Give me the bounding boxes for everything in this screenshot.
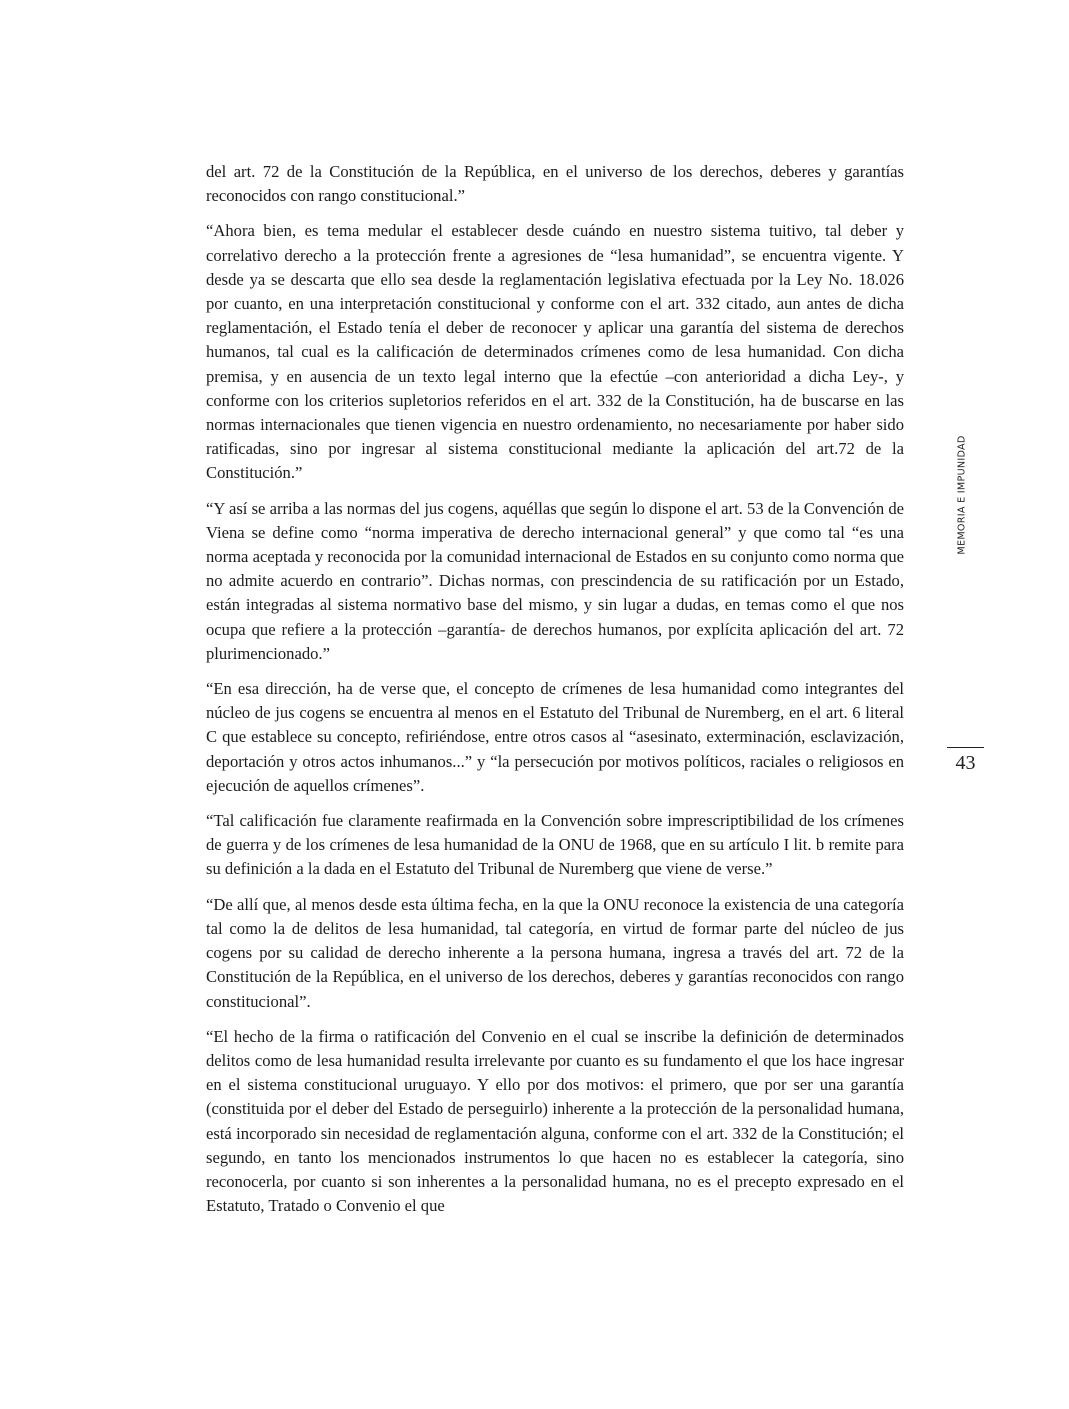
paragraph: “El hecho de la firma o ratificación del Convenio en el cual se inscribe la definición de determinados delitos como de lesa humanidad resulta irrelevante por cuanto es su fundamento el que los hace ingresar en el sistema constitucional uruguayo. Y ello por dos motivos: el primero, que por ser una garantía (constituida por el deber del Estado de perseguirlo) inherente a la protección de la personalidad humana, está incorporado sin necesidad de reglamentación alguna, conforme con el art. 332 de la Constitución; el segundo, en tanto los mencionados instrumentos lo que hacen no es establecer la categoría, sino reconocerla, por cuanto si son inherentes a la personalidad humana, no es el precepto expresado en el Estatuto, Tratado o Convenio el que <box>206 1026 904 1216</box>
running-head <box>952 420 972 570</box>
running-head-text: MEMORIA E IMPUNIDAD <box>956 435 968 555</box>
paragraph: del art. 72 de la Constitución de la República, en el universo de los derechos, deberes y garantías reconocidos con rango constitucional.” <box>206 162 904 206</box>
page-number: 43 <box>955 752 976 774</box>
paragraph: “Tal calificación fue claramente reafirmada en la Convención sobre imprescriptibilidad de los crímenes de guerra y de los crímenes de lesa humanidad de la ONU de 1968, que en su artículo I lit. b remite para su definición a la dada en el Estatuto del Tribunal de Nuremberg que viene de verse.” <box>206 811 904 879</box>
paragraph: “Ahora bien, es tema medular el establecer desde cuándo en nuestro sistema tuitivo, tal deber y correlativo derecho a la protección frente a agresiones de “lesa humanidad”, se encuentra vigente. Y desde ya se descarta que ello sea desde la reglamentación legislativa efectuada por la Ley No. 18.026 por cuanto, en una interpretación constitucional y conforme con el art. 332 citado, aun antes de dicha reglamentación, el Estado tenía el deber de reconocer y aplicar una garantía del sistema de derechos humanos, tal cual es la calificación de determinados crímenes como de lesa humanidad. Con dicha premisa, y en ausencia de un texto legal interno que la efectúe –con anterioridad a dicha Ley-, y conforme con los criterios supletorios referidos en el art. 332 de la Constitución, ha de buscarse en las normas internacionales que tienen vigencia en nuestro ordenamiento, no necesariamente por haber sido ratificadas, sino por ingresar al sistema constitucional mediante la aplicación del art.72 de la Constitución.” <box>206 221 904 483</box>
paragraph: “De allí que, al menos desde esta última fecha, en la que la ONU reconoce la existencia de una categoría tal como la de delitos de lesa humanidad, tal categoría, en virtud de formar parte del núcleo de jus cogens por su calidad de derecho inherente a la persona humana, ingresa a través del art. 72 de la Constitución de la República, en el universo de los derechos, deberes y garantías reconocidos con rango constitucional”. <box>206 894 904 1011</box>
page-number-rule <box>947 747 984 748</box>
body-text <box>206 160 904 1229</box>
paragraph: “Y así se arriba a las normas del jus cogens, aquéllas que según lo dispone el art. 53 de la Convención de Viena se define como “norma imperativa de derecho internacional general” y que como tal “es una norma aceptada y reconocida por la comunidad internacional de Estados en su conjunto como norma que no admite acuerdo en contrario”. Dichas normas, con prescindencia de su ratificación por un Estado, están integradas al sistema normativo base del mismo, y sin lugar a dudas, en temas como el que nos ocupa que refiere a la protección –garantía- de derechos humanos, por explícita aplicación del art. 72 plurimencionado.” <box>206 498 904 663</box>
paragraph: “En esa dirección, ha de verse que, el concepto de crímenes de lesa humanidad como integrantes del núcleo de jus cogens se encuentra al menos en el Estatuto del Tribunal de Nuremberg, en el art. 6 literal C que establece su concepto, refiriéndose, entre otros casos al “asesinato, exterminación, esclavización, deportación y otros actos inhumanos...” y “la persecución por motivos políticos, raciales o religiosos en ejecución de aquellos crímenes”. <box>206 679 904 795</box>
